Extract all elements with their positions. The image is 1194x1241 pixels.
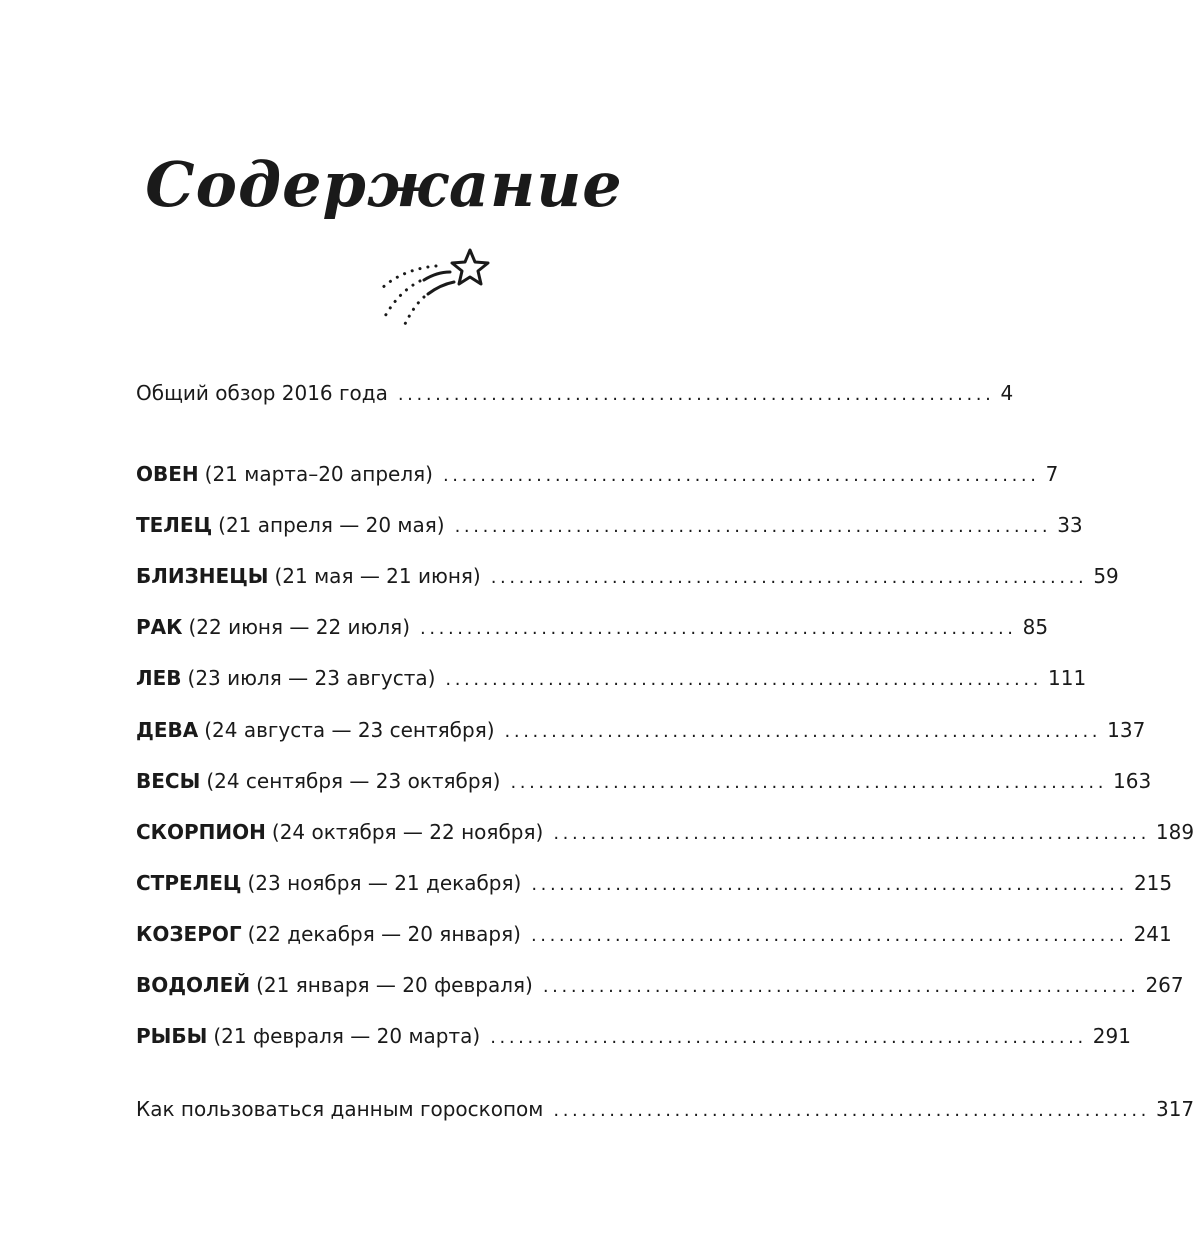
- sign-dates: (23 июля — 23 августа): [187, 666, 436, 690]
- dot-leader: ................................................................: [490, 567, 1088, 588]
- toc-row-sign[interactable]: [136, 613, 1049, 641]
- dot-leader: ................................................................: [445, 669, 1042, 690]
- dot-leader: ................................................................: [553, 1100, 1150, 1121]
- sign-name: ТЕЛЕЦ: [136, 513, 213, 537]
- toc-row-sign[interactable]: [136, 767, 1152, 795]
- sign-name: ВОДОЛЕЙ: [136, 973, 251, 997]
- toc-row-sign[interactable]: [136, 869, 1173, 897]
- sign-dates: (21 марта–20 апреля): [204, 462, 433, 486]
- sign-dates: (21 февраля — 20 марта): [213, 1024, 481, 1048]
- dot-leader: ................................................................: [442, 465, 1040, 486]
- toc-row-overview[interactable]: [136, 379, 1014, 407]
- page-number: 7: [1045, 462, 1059, 486]
- sign-name: СТРЕЛЕЦ: [136, 871, 242, 895]
- toc-row-sign[interactable]: [136, 920, 1172, 948]
- toc-row-sign[interactable]: [136, 562, 1119, 590]
- page-number: 85: [1022, 615, 1049, 639]
- dot-leader: ................................................................: [504, 721, 1102, 742]
- page-number: 4: [1000, 381, 1014, 405]
- page-number: 215: [1133, 871, 1173, 895]
- toc-row-sign[interactable]: [136, 511, 1083, 539]
- page-number: 111: [1048, 666, 1087, 690]
- dot-leader: ................................................................: [531, 874, 1128, 895]
- sign-dates: (22 декабря — 20 января): [247, 922, 521, 946]
- sign-dates: (24 октября — 22 ноября): [271, 820, 544, 844]
- toc-entry-title: Как пользоваться данным гороскопом: [136, 1097, 544, 1121]
- toc-row-sign[interactable]: [136, 818, 1194, 846]
- sign-name: ОВЕН: [136, 462, 199, 486]
- page-number: 291: [1092, 1024, 1131, 1048]
- page-number: 241: [1133, 922, 1172, 946]
- sign-name: ДЕВА: [136, 718, 199, 742]
- dot-leader: ................................................................: [530, 925, 1128, 946]
- sign-name: КОЗЕРОГ: [136, 922, 242, 946]
- sign-dates: (23 ноября — 21 декабря): [247, 871, 522, 895]
- toc-row-sign[interactable]: [136, 716, 1146, 744]
- sign-dates: (24 сентября — 23 октября): [206, 769, 501, 793]
- shooting-star-icon: [374, 242, 498, 334]
- sign-dates: (21 мая — 21 июня): [274, 564, 481, 588]
- toc-row-sign[interactable]: [136, 664, 1087, 692]
- sign-dates: (24 августа — 23 сентября): [204, 718, 495, 742]
- sign-name: ВЕСЫ: [136, 769, 201, 793]
- page-number: 33: [1057, 513, 1083, 537]
- toc-entry-title: Общий обзор 2016 года: [136, 381, 388, 405]
- page-number: 267: [1145, 973, 1184, 997]
- sign-name: БЛИЗНЕЦЫ: [136, 564, 269, 588]
- dot-leader: ................................................................: [553, 823, 1150, 844]
- sign-dates: (21 января — 20 февраля): [256, 973, 533, 997]
- page-number: 189: [1155, 820, 1194, 844]
- dot-leader: ................................................................: [510, 772, 1108, 793]
- page-number: 163: [1113, 769, 1152, 793]
- page-number: 317: [1155, 1097, 1194, 1121]
- sign-dates: (22 июня — 22 июля): [188, 615, 411, 639]
- toc-row-sign[interactable]: [136, 460, 1059, 488]
- sign-dates: (21 апреля — 20 мая): [218, 513, 445, 537]
- sign-name: ЛЕВ: [136, 666, 182, 690]
- sign-name: РАК: [136, 615, 183, 639]
- toc-row-sign[interactable]: [136, 1022, 1131, 1050]
- sign-name: РЫБЫ: [136, 1024, 208, 1048]
- toc-row-howto[interactable]: [136, 1095, 1194, 1123]
- dot-leader: ................................................................: [490, 1027, 1087, 1048]
- page-title: Содержание: [145, 148, 623, 221]
- toc-row-sign[interactable]: [136, 971, 1184, 999]
- page-number: 137: [1107, 718, 1146, 742]
- dot-leader: ................................................................: [542, 976, 1140, 997]
- page-number: 59: [1093, 564, 1119, 588]
- sign-name: СКОРПИОН: [136, 820, 266, 844]
- dot-leader: ................................................................: [454, 516, 1052, 537]
- dot-leader: ................................................................: [420, 618, 1017, 639]
- dot-leader: ................................................................: [397, 384, 995, 405]
